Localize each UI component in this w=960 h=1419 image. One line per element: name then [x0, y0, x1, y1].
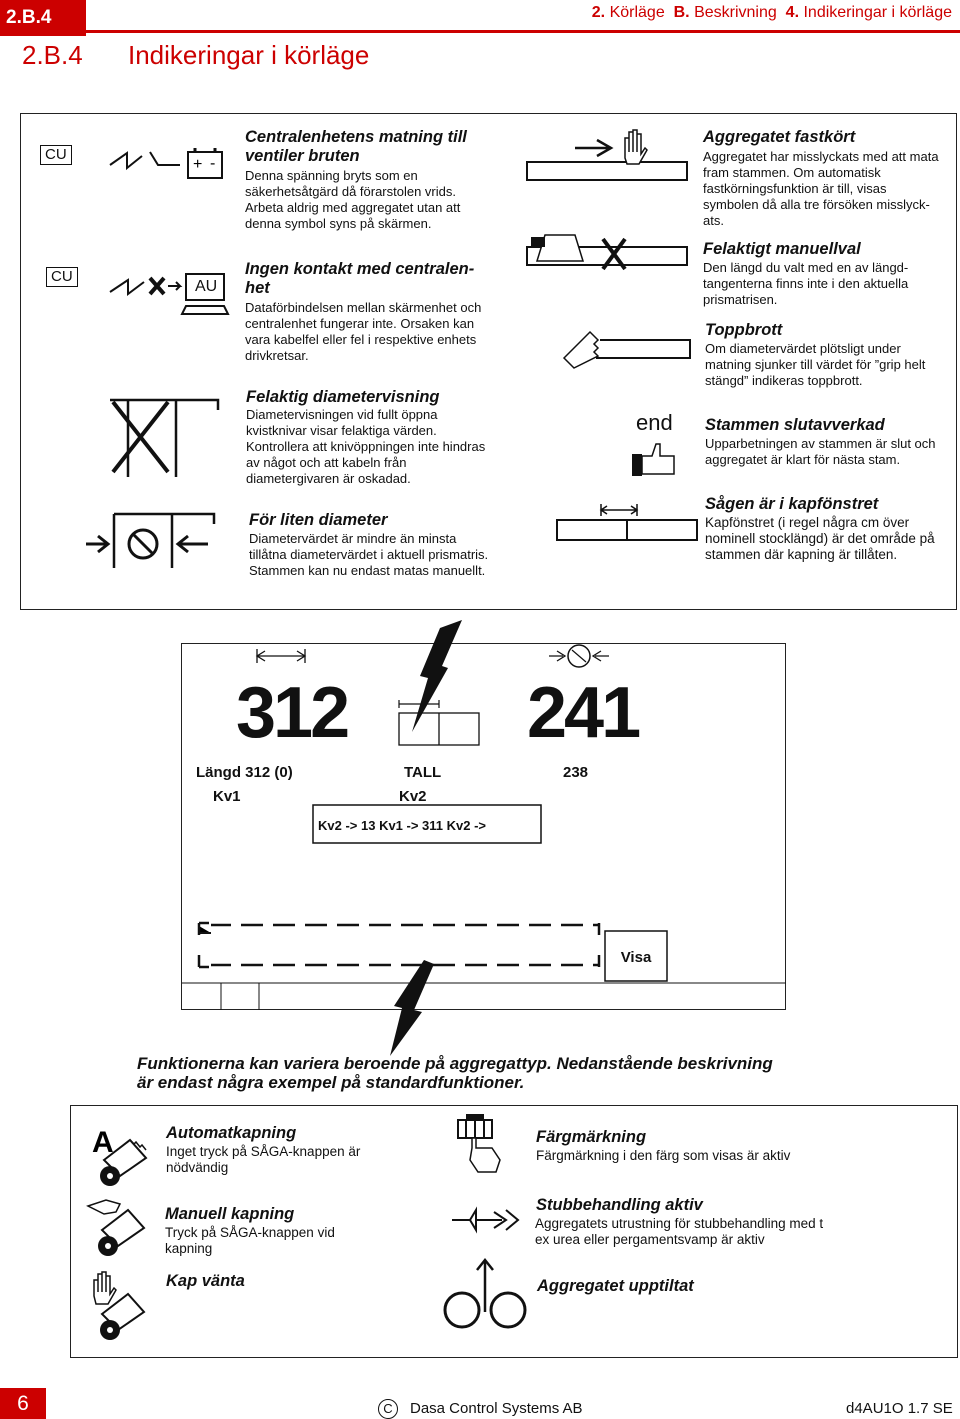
item-text: Denna spänning bryts som en säkerhetsåtgärd då förarstolen vrids. Arbeta aldrig med aggregatet utan att denna symbol syns på skärmen. — [245, 168, 461, 231]
cut-window-icon — [555, 500, 705, 550]
length-line: Längd 312 (0) — [196, 764, 293, 781]
item-title: Felaktigt manuellval — [703, 240, 861, 258]
diameter-too-small-icon — [84, 506, 224, 576]
item-text: Kapfönstret (i regel några cm över nominell stocklängd) är det område på stammen där kapning är tillåten. — [705, 515, 935, 562]
company-name: Dasa Control Systems AB — [410, 1400, 583, 1417]
document-id: d4AU1O 1.7 SE — [846, 1400, 953, 1417]
diameter-fault-icon — [108, 392, 218, 482]
color-marking-icon — [452, 1112, 512, 1178]
item-text: Om diametervärdet plötsligt under matning sjunker till värdet för ”grip helt stängd” indikeras toppbrott. — [705, 341, 926, 388]
item-title: För liten diameter — [249, 511, 388, 529]
item-title: Kap vänta — [166, 1272, 245, 1290]
top-break-icon — [560, 328, 700, 373]
item-text: Den längd du valt med en av längd-tangenterna finns inte i den aktuella prismatrisen. — [703, 260, 909, 307]
thumbs-up-icon — [630, 440, 680, 480]
item-title: Aggregatet upptiltat — [537, 1277, 694, 1295]
kv2-label: Kv2 — [399, 788, 427, 805]
item-title: Sågen är i kapfönstret — [705, 495, 879, 513]
item-text: Inget tryck på SÅGA-knappen är nödvändig — [166, 1144, 361, 1175]
kv1-label: Kv1 — [213, 788, 241, 805]
pointer-arrow-down — [380, 960, 450, 1060]
item-title: Stammen slutavverkad — [705, 416, 885, 434]
item-title: Färgmärkning — [536, 1128, 647, 1146]
kv-sequence: Kv2 -> 13 Kv1 -> 311 Kv2 -> — [318, 818, 487, 833]
page-number: 6 — [0, 1388, 46, 1419]
end-label: end — [636, 410, 673, 435]
cut-wait-icon — [88, 1272, 148, 1342]
stump-treatment-icon — [450, 1198, 520, 1242]
svg-text:+: + — [193, 156, 203, 173]
item-title: Automatkapning — [166, 1124, 297, 1142]
valve-power-cut-icon — [100, 140, 230, 185]
item-title: Toppbrott — [705, 321, 783, 339]
item-title: Stubbehandling aktiv — [536, 1196, 703, 1214]
wrong-manual-choice-icon — [525, 233, 695, 278]
breadcrumb: 2. Körläge B. Beskrivning 4. Indikeringar i körläge — [591, 4, 952, 21]
item-text: Diametervisningen vid fullt öppna kvistknivar visar felaktiga värden. Kontrollera att knivöppningen inte hindras av något och att kabeln från diametergivaren är oskadad. — [246, 407, 486, 486]
cu-label: CU — [40, 145, 72, 165]
section-tab: 2.B.4 — [0, 0, 86, 36]
diameter-readout: 241 — [527, 673, 639, 753]
item-title: Ingen kontakt med centralen-het — [245, 260, 475, 297]
item-text: Aggregatets utrustning för stubbehandling med t ex urea eller pergamentsvamp är aktiv — [535, 1216, 824, 1247]
item-title: Manuell kapning — [165, 1205, 295, 1223]
aggregate-tilted-up-icon — [440, 1256, 530, 1336]
diameter-small: 238 — [563, 764, 589, 781]
notice-text: Funktionerna kan variera beroende på aggregattyp. Nedanstående beskrivning är endast några exempel på standardfunktioner. — [137, 1054, 773, 1092]
auto-cut-icon — [88, 1120, 150, 1190]
manual-cut-icon — [84, 1196, 150, 1260]
length-readout: 312 — [236, 673, 348, 753]
item-text: Aggregatet har misslyckats med att mata fram stammen. Om automatisk fastkörningsfunktion är till, visas symbolen då alla tre försöken misslyck-ats. — [703, 149, 939, 228]
species-label: TALL — [404, 764, 442, 781]
item-title: Centralenhetens matning till ventiler bruten — [245, 128, 467, 165]
item-text: Färgmärkning i den färg som visas är aktiv — [536, 1148, 791, 1163]
item-text: Diametervärdet är mindre än minsta tillåtna diametervärdet i aktuell prismatris. Stammen kan nu endast matas manuellt. — [249, 531, 489, 578]
copyright-icon: C — [378, 1399, 398, 1419]
no-connection-icon — [100, 262, 240, 322]
cu-label: CU — [46, 267, 78, 287]
item-text: Tryck på SÅGA-knappen vid kapning — [165, 1225, 335, 1256]
stuck-feed-icon — [525, 128, 695, 188]
item-text: Upparbetningen av stammen är slut och aggregatet är klart för nästa stam. — [705, 436, 936, 467]
page-title: 2.B.4 Indikeringar i körläge — [22, 40, 370, 70]
svg-text:A: A — [92, 1126, 114, 1159]
item-title: Aggregatet fastkört — [703, 128, 856, 146]
au-label: AU — [195, 278, 218, 295]
item-text: Dataförbindelsen mellan skärmenhet och centralenhet fungerar inte. Orsaken kan vara kabelfel eller fel i respektive enhets drivkretsar. — [245, 300, 482, 363]
header-rule — [86, 30, 960, 33]
pointer-arrow-up — [400, 620, 470, 740]
svg-text:-: - — [210, 155, 216, 172]
item-title: Felaktig diametervisning — [246, 388, 440, 406]
visa-button[interactable]: Visa — [620, 949, 652, 966]
